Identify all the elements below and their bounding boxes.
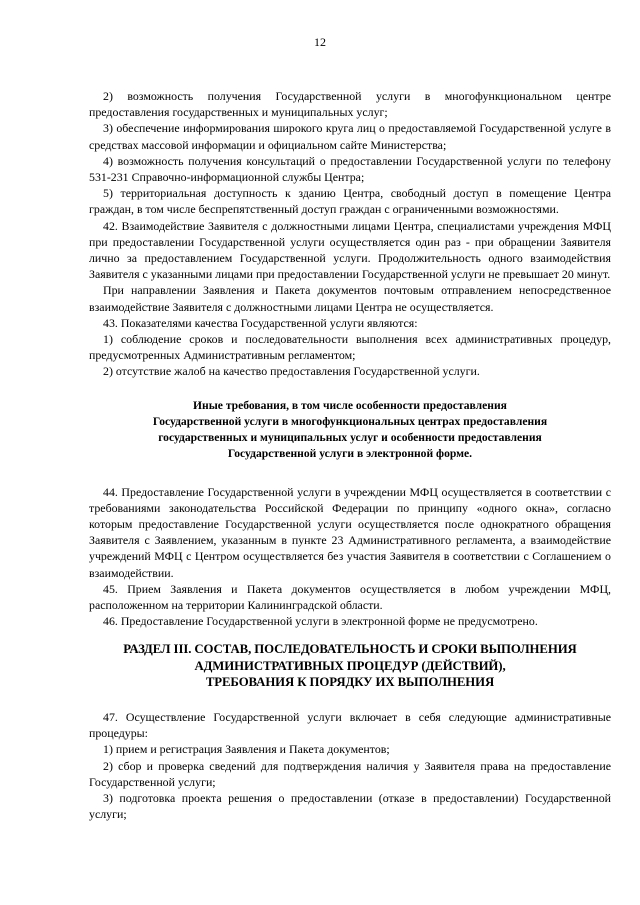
page-number: 12: [314, 35, 326, 49]
paragraph: 2) сбор и проверка сведений для подтверждения наличия у Заявителя права на предоставление Государственной услуги;: [89, 758, 611, 789]
paragraph: 45. Прием Заявления и Пакета документов осуществляется в любом учреждении МФЦ, расположенном на территории Калининградской области.: [89, 581, 611, 613]
heading-line: ТРЕБОВАНИЯ К ПОРЯДКУ ИХ ВЫПОЛНЕНИЯ: [205, 675, 495, 690]
heading-line: государственных и муниципальных услуг и особенности предоставления: [158, 430, 542, 444]
paragraph: При направлении Заявления и Пакета документов почтовым отправлением непосредственное взаимодействие Заявителя с должностными лицами Центра не осуществляется.: [89, 283, 611, 314]
paragraph: 3) подготовка проекта решения о предоставлении (отказе в предоставлении) Государственной услуги;: [89, 791, 611, 822]
paragraph: 3) обеспечение информирования широкого круга лиц о предоставляемой Государственной услуге в средствах массовой информации и официальном сайте Министерства;: [89, 121, 611, 152]
paragraph: 4) возможность получения консультаций о предоставлении Государственной услуги по телефону 531-231 Справочно-информационной службы Центра;: [89, 153, 611, 185]
document-body: [89, 88, 611, 822]
heading-line: Иные требования, в том числе особенности предоставления: [193, 398, 507, 412]
paragraph: 2) возможность получения Государственной услуги в многофункциональном центре предоставления государственных и муниципальных услуг;: [89, 89, 611, 120]
heading-line: АДМИНИСТРАТИВНЫХ ПРОЦЕДУР (ДЕЙСТВИЙ),: [194, 658, 506, 673]
paragraph: 47. Осуществление Государственной услуги включает в себя следующие административные процедуры:: [89, 709, 611, 741]
heading-line: Государственной услуги в электронной форме.: [227, 446, 473, 460]
heading-line: Государственной услуги в многофункциональных центрах предоставления: [152, 414, 548, 428]
heading-line: РАЗДЕЛ III. СОСТАВ, ПОСЛЕДОВАТЕЛЬНОСТЬ И СРОКИ ВЫПОЛНЕНИЯ: [123, 642, 577, 657]
paragraph: 46. Предоставление Государственной услуги в электронной форме не предусмотрено.: [103, 614, 538, 629]
paragraph: 1) соблюдение сроков и последовательности выполнения всех административных процедур, предусмотренных Административным регламентом;: [89, 332, 611, 363]
paragraph: 1) прием и регистрация Заявления и Пакета документов;: [103, 742, 390, 757]
chapter-heading: [89, 641, 611, 691]
paragraph: 5) территориальная доступность к зданию Центра, свободный доступ в помещение Центра граждан, в том числе беспрепятственный доступ граждан с ограниченными возможностями.: [89, 186, 611, 217]
paragraph: 2) отсутствие жалоб на качество предоставления Государственной услуги.: [103, 364, 480, 379]
section-heading: [89, 398, 611, 462]
paragraph: 44. Предоставление Государственной услуги в учреждении МФЦ осуществляется в соответствии с требованиями законодательства Российской Федерации по принципу «одного окна», согласно которым предоставление Государственной услуги осуществляется после однократного обращения Заявителя с Заявлением, указанным в пункте 23 Административного регламента, а взаимодействие учреждений МФЦ с Центром осуществляется без участия Заявителя в соответствии с Соглашением о взаимодействии.: [89, 484, 611, 580]
paragraph: 43. Показателями качества Государственной услуги являются:: [103, 315, 418, 330]
paragraph: 42. Взаимодействие Заявителя с должностными лицами Центра, специалистами учреждения МФЦ при предоставлении Государственной услуги осуществляется один раз - при обращении Заявителя лично за предоставлением Государственной услуги. Продолжительность одного взаимодействия Заявителя с указанными лицами при предоставлении Государственной услуги не превышает 20 минут.: [89, 218, 611, 282]
